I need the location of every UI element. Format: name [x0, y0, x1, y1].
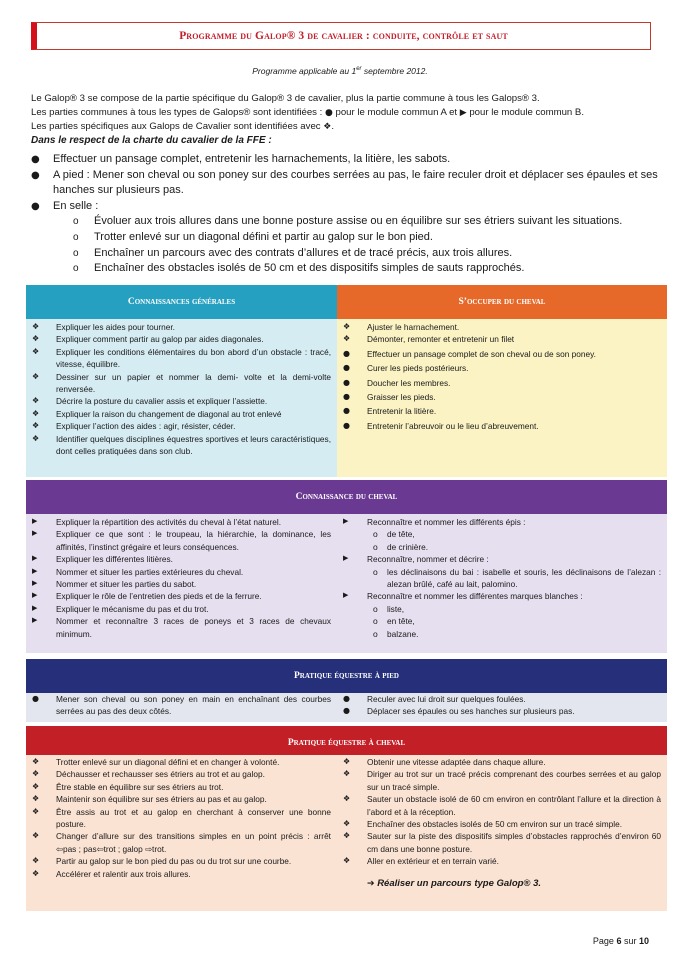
list-item [28, 830, 331, 855]
club-icon: ❖ [32, 757, 40, 766]
list-item [339, 321, 661, 333]
triangle-icon: ▶ [343, 518, 349, 525]
club-icon: ❖ [32, 433, 40, 443]
cheval-title: Connaissance du cheval [295, 492, 398, 502]
circle-icon: o [373, 616, 378, 627]
applicable-note [0, 66, 680, 76]
soccuper-header [337, 285, 667, 319]
item-text: Ajuster le harnachement. [367, 322, 460, 332]
pied-left-panel [26, 693, 337, 722]
club-icon: ❖ [32, 769, 40, 779]
item-text: Sauter un obstacle isolé de 60 cm environ en contrôlant l’allure et la direction à l’abord et à la réception. [367, 794, 661, 817]
item-text: Expliquer les conditions élémentaires du bon abord d’un obstacle : tracé, vitesse, équilibre. [56, 346, 331, 370]
club-icon: ❖ [32, 371, 40, 381]
footer-page: 6 [616, 936, 622, 946]
item-text: Déplacer ses épaules ou ses hanches sur plusieurs pas. [367, 706, 575, 717]
list-item [339, 590, 661, 602]
list-item [28, 590, 331, 602]
circle-icon: o [373, 603, 378, 614]
main-list [31, 152, 665, 277]
list-item [28, 806, 331, 831]
sub-item [339, 615, 661, 627]
bullet-icon: ● [343, 348, 350, 358]
bullet-icon: ● [343, 694, 350, 703]
main-item-text: Effectuer un pansage complet, entretenir les harnachements, la litière, les sabots. [53, 153, 451, 165]
cheval-left-panel [26, 514, 337, 653]
list-item [28, 420, 331, 432]
connaissances-title: Connaissances générales [127, 297, 236, 307]
club-icon: ❖ [32, 806, 40, 816]
cheval-header [26, 480, 667, 514]
item-text: Enchaîner des obstacles isolés de 50 cm environ sur un tracé simple. [367, 819, 623, 830]
triangle-icon: ▶ [32, 592, 38, 600]
club-icon: ❖ [32, 396, 40, 406]
list-item [28, 346, 331, 371]
intro-line-2 [31, 106, 661, 120]
acheval-left-panel [26, 755, 337, 911]
bullet-icon: ● [343, 706, 350, 716]
page-title: Programme du Galop® 3 de cavalier : conduite, contrôle et saut [179, 30, 508, 42]
list-item [339, 348, 661, 360]
soccuper-panel [337, 319, 667, 477]
item-text: Entretenir la litière. [367, 406, 437, 417]
pied-right-panel [337, 693, 667, 722]
bullet-icon: ● [31, 200, 40, 212]
list-item [339, 705, 661, 717]
main-item [31, 199, 665, 215]
item-text: Changer d’allure sur des transitions simples en un point précis : arrêt ⇦pas ; pas⇦trot ; galop ⇨trot. [56, 831, 331, 854]
circle-icon: o [373, 628, 378, 639]
main-item [31, 152, 665, 168]
list-item [339, 377, 661, 389]
item-text: Reculer avec lui droit sur quelques foulées. [367, 694, 526, 704]
item-text: Sauter sur la piste des dispositifs simples d’obstacles rapprochés d’environ 60 cm dans une bonne posture. [367, 831, 661, 854]
club-icon: ❖ [32, 334, 40, 344]
sub-item-text: Enchaîner des obstacles isolés de 50 cm et des dispositifs simples de sauts rapprochés. [94, 262, 525, 275]
item-text: Maintenir son équilibre sur ses étriers au pas et au galop. [56, 794, 267, 805]
item-text: Diriger au trot sur un tracé précis comprenant des courbes serrées et au galop sur un tracé simple. [367, 769, 661, 792]
circle-icon: o [73, 263, 79, 275]
item-text: en tête, [387, 616, 415, 627]
sub-item [339, 541, 661, 553]
club-icon: ❖ [32, 781, 40, 791]
list-item [28, 408, 331, 420]
bullet-icon: ● [343, 392, 350, 402]
club-icon: ❖ [32, 794, 40, 804]
club-icon: ❖ [32, 868, 40, 878]
club-icon: ❖ [343, 334, 351, 344]
list-item [28, 566, 331, 578]
intro-line-2-c: pour le module commun B. [466, 107, 584, 118]
bullet-icon: ● [343, 406, 350, 416]
item-text: Graisser les pieds. [367, 392, 436, 403]
list-item [339, 693, 661, 705]
circle-icon: o [373, 529, 378, 540]
club-icon: ❖ [343, 322, 351, 331]
triangle-icon: ▶ [32, 617, 38, 625]
item-text: Dessiner sur un papier et nommer la demi- volte et la demi-volte renversée. [56, 371, 331, 395]
item-text: Expliquer comment partir au galop par aides diagonales. [56, 334, 264, 345]
dot-icon: ● [324, 108, 333, 118]
club-icon: ❖ [343, 757, 351, 766]
club-icon: ❖ [32, 421, 40, 431]
triangle-icon: ▶ [32, 530, 38, 538]
triangle-icon: ▶ [32, 555, 38, 563]
list-item [28, 528, 331, 553]
list-item [28, 603, 331, 615]
triangle-icon: ▶ [32, 567, 38, 575]
item-text: Démonter, remonter et entretenir un filet [367, 334, 515, 345]
soccuper-title: S’occuper du cheval [458, 297, 546, 307]
main-item [31, 168, 665, 199]
applicable-text: Programme applicable au 1 [252, 66, 357, 76]
item-text: Nommer et reconnaître 3 races de poneys et 3 races de chevaux minimum. [56, 616, 331, 639]
item-text: Expliquer l’action des aides : agir, résister, céder. [56, 421, 236, 432]
applicable-sup: er [356, 66, 362, 73]
item-text: Curer les pieds postérieurs. [367, 363, 469, 374]
page-footer [593, 936, 649, 946]
list-item [339, 855, 661, 867]
bullet-icon: ● [31, 169, 40, 181]
bullet-icon: ● [343, 363, 350, 373]
list-item [339, 553, 661, 565]
item-text: de crinière. [387, 541, 429, 552]
bullet-icon: ● [31, 154, 40, 165]
triangle-icon: ▶ [32, 604, 38, 612]
circle-icon: o [373, 566, 378, 577]
item-text: Reconnaître et nommer les différentes marques blanches : [367, 591, 583, 602]
list-item [28, 756, 331, 768]
intro-line-3-b: . [331, 121, 334, 132]
item-text: de tête, [387, 529, 415, 540]
list-item [28, 793, 331, 805]
triangle-icon: ▶ [343, 555, 349, 563]
bullet-icon: ● [343, 420, 350, 430]
item-text: Mener son cheval ou son poney en main en enchaînant des courbes serrées au pas des deux côtés. [56, 694, 331, 717]
list-item [339, 818, 661, 830]
club-icon: ❖ [343, 794, 351, 804]
item-text: Trotter enlevé sur un diagonal défini et en changer à volonté. [56, 757, 280, 767]
club-icon: ❖ [343, 769, 351, 779]
connaissances-panel [26, 319, 337, 477]
item-text: Expliquer ce que sont : le troupeau, la hiérarchie, la dominance, les affinités, l’instinct grégaire et leurs conséquences. [56, 529, 331, 552]
club-icon: ❖ [323, 122, 332, 132]
list-item [28, 693, 331, 718]
item-text: Décrire la posture du cavalier assis et expliquer l’assiette. [56, 396, 268, 407]
list-item [28, 321, 331, 333]
bullet-icon: ● [32, 694, 39, 703]
item-text: Reconnaître, nommer et décrire : [367, 554, 489, 565]
list-item [339, 333, 661, 345]
item-text: Expliquer les différentes litières. [56, 554, 173, 565]
bullet-icon: ● [343, 377, 350, 387]
charte-heading: Dans le respect de la charte du cavalier de la FFE : [31, 135, 272, 146]
list-item [339, 362, 661, 374]
item-text: Expliquer la répartition des activités du cheval à l’état naturel. [56, 517, 282, 527]
sub-item [31, 261, 665, 277]
applicable-date: septembre 2012. [361, 66, 428, 76]
club-icon: ❖ [343, 819, 351, 829]
intro-line-1: Le Galop® 3 se compose de la partie spécifique du Galop® 3 de cavalier, plus la partie commune à tous les Galops® 3. [31, 93, 540, 104]
main-item-text: A pied : Mener son cheval ou son poney sur des courbes serrées au pas, le faire reculer droit et déplacer ses épaules et ses hanches sur plusieurs pas. [53, 168, 658, 197]
item-text: Être stable en équilibre sur ses étriers au trot. [56, 781, 224, 792]
sub-item [339, 528, 661, 540]
intro-line-2-a: Les parties communes à tous les types de Galops® sont identifiées : [31, 107, 325, 118]
list-item [28, 868, 331, 880]
main-item-text: En selle : [53, 199, 99, 212]
circle-icon: o [73, 231, 79, 243]
list-item [28, 615, 331, 640]
triangle-icon: ▶ [459, 108, 467, 118]
item-text: Effectuer un pansage complet de son cheval ou de son poney. [367, 348, 596, 359]
circle-icon: o [373, 541, 378, 552]
club-icon: ❖ [32, 856, 40, 866]
list-item [339, 391, 661, 403]
club-icon: ❖ [32, 322, 40, 331]
club-icon: ❖ [343, 856, 351, 866]
sub-item-text: Trotter enlevé sur un diagonal défini et partir au galop sur le bon pied. [94, 230, 433, 243]
item-text: Expliquer le rôle de l’entretien des pieds et de la ferrure. [56, 591, 262, 602]
list-item [28, 553, 331, 565]
item-text: Être assis au trot et au galop en cherchant à conserver une bonne posture. [56, 806, 331, 830]
footer-label: Page [592, 936, 617, 946]
acheval-title: Pratique équestre à cheval [287, 738, 406, 748]
sub-item-text: Évoluer aux trois allures dans une bonne posture assise ou en équilibre sur ses étriers suivant les situations. [94, 215, 623, 228]
item-text: Identifier quelques disciplines équestres sportives et leurs caractéristiques, dont celles pratiquées dans son club. [56, 433, 331, 457]
item-text: Entretenir l’abreuvoir ou le lieu d’abreuvement. [367, 420, 539, 431]
item-text: Reconnaître et nommer les différents épis : [367, 517, 526, 527]
triangle-icon: ▶ [32, 518, 38, 525]
item-text: balzane. [387, 628, 419, 639]
item-text: Accélérer et ralentir aux trois allures. [56, 868, 191, 879]
footer-total: 10 [638, 936, 649, 946]
final-objective [339, 878, 661, 890]
footer-sep: sur [621, 936, 639, 946]
item-text: Nommer et situer les parties extérieures du cheval. [56, 566, 244, 577]
item-text: Expliquer le mécanisme du pas et du trot. [56, 603, 209, 614]
list-item [339, 516, 661, 528]
triangle-icon: ▶ [32, 580, 38, 588]
intro-line-2-b: pour le module commun A et [332, 107, 460, 118]
club-icon: ❖ [32, 408, 40, 418]
intro-line-3 [31, 120, 661, 134]
item-text: Nommer et situer les parties du sabot. [56, 579, 197, 590]
circle-icon: o [73, 247, 79, 259]
intro [31, 92, 661, 148]
item-text: Doucher les membres. [367, 377, 451, 388]
cheval-right-panel [337, 514, 667, 653]
list-item [28, 768, 331, 780]
club-icon: ❖ [32, 346, 40, 356]
sub-item [339, 566, 661, 591]
sub-item [31, 230, 665, 246]
title-box [31, 22, 651, 50]
acheval-right-panel [337, 755, 667, 911]
sub-item [31, 214, 665, 230]
sub-item [339, 628, 661, 640]
pied-title: Pratique équestre à pied [294, 671, 399, 681]
list-item [28, 433, 331, 458]
item-text: Expliquer les aides pour tourner. [56, 322, 175, 332]
item-text: Aller en extérieur et en terrain varié. [367, 856, 499, 867]
club-icon: ❖ [343, 831, 351, 841]
list-item [339, 420, 661, 432]
list-item [28, 855, 331, 867]
pied-header [26, 659, 667, 693]
club-icon: ❖ [32, 831, 40, 841]
item-text: Expliquer la raison du changement de diagonal au trot enlevé [56, 408, 282, 419]
item-text: les déclinaisons du bai : isabelle et souris, les déclinaisons de l’alezan : alezan brûlé, café au lait, palomino. [387, 566, 661, 590]
list-item [28, 371, 331, 396]
item-text: Déchausser et rechausser ses étriers au trot et au galop. [56, 769, 265, 780]
connaissances-header [26, 285, 337, 319]
item-text: liste, [387, 603, 405, 614]
list-item [28, 781, 331, 793]
final-objective-text: Réaliser un parcours type Galop® 3. [377, 877, 541, 889]
circle-icon: o [73, 216, 79, 228]
list-item [339, 768, 661, 793]
list-item [28, 333, 331, 345]
list-item [339, 405, 661, 417]
list-item [339, 830, 661, 855]
list-item [339, 793, 661, 818]
list-item [28, 578, 331, 590]
list-item [28, 516, 331, 528]
item-text: Partir au galop sur le bon pied du pas ou du trot sur une courbe. [56, 856, 292, 867]
list-item [28, 395, 331, 407]
sub-item [339, 603, 661, 615]
list-item [339, 756, 661, 768]
arrow-right-icon: ➔ [367, 878, 375, 889]
sub-item [31, 246, 665, 262]
item-text: Obtenir une vitesse adaptée dans chaque allure. [367, 757, 546, 767]
sub-item-text: Enchaîner un parcours avec des contrats d’allures et de tracé précis, aux trois allures. [94, 246, 513, 259]
triangle-icon: ▶ [343, 592, 349, 600]
intro-line-3-a: Les parties spécifiques aux Galops de Cavalier sont identifiées avec [31, 121, 324, 132]
